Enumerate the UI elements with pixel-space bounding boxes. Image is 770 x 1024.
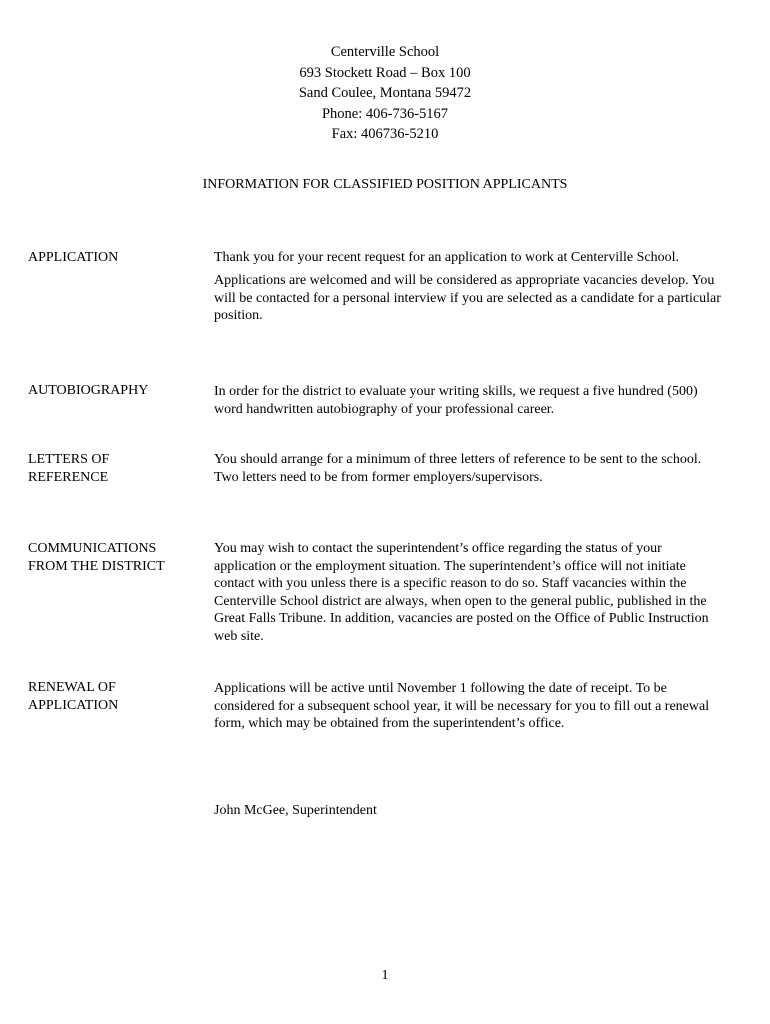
section-label-line: COMMUNICATIONS bbox=[28, 541, 157, 556]
section-paragraph: You should arrange for a minimum of three letters of reference to be sent to the school. Two letters need to be from former employers/supervisors. bbox=[214, 452, 702, 485]
section-body-communications bbox=[214, 540, 724, 645]
section-body-application bbox=[214, 247, 724, 325]
section-label-autobiography bbox=[28, 382, 203, 400]
section-label-line: LETTERS OF bbox=[28, 452, 110, 467]
school-phone: Phone: 406-736-5167 bbox=[321, 105, 449, 122]
letterhead bbox=[0, 42, 770, 145]
section-paragraph: Thank you for your recent request for an application to work at Centerville School. bbox=[214, 250, 679, 265]
school-name: Centerville School bbox=[330, 44, 440, 60]
section-paragraph: Applications are welcomed and will be considered as appropriate vacancies develop. You will be contacted for a personal interview if you are selected as a candidate for a particular position. bbox=[214, 273, 721, 323]
section-paragraph: You may wish to contact the superintendent’s office regarding the status of your application or the employment situation. The superintendent’s office will not initiate contact with you unless there is a specific reason to do so. Staff vacancies within the Centerville School district are always, when open to the general public, published in the Great Falls Tribune. In addition, vacancies are posted on the Office of Public Instruction web site. bbox=[214, 541, 709, 644]
document-title: INFORMATION FOR CLASSIFIED POSITION APPLICANTS bbox=[202, 177, 568, 192]
section-label-line: REFERENCE bbox=[28, 470, 109, 485]
signature-line: John McGee, Superintendent bbox=[214, 803, 377, 818]
school-city-state-zip: Sand Coulee, Montana 59472 bbox=[298, 85, 472, 101]
section-body-letters-of-reference bbox=[214, 451, 724, 486]
section-paragraph: Applications will be active until November 1 following the date of receipt. To be considered for a subsequent school year, it will be necessary for you to fill out a renewal form, which may be obtained from the superintendent’s office. bbox=[214, 681, 710, 731]
section-label-line: AUTOBIOGRAPHY bbox=[28, 383, 149, 398]
school-fax: Fax: 406736-5210 bbox=[331, 126, 439, 142]
section-body-autobiography bbox=[214, 383, 724, 418]
page-number: 1 bbox=[381, 968, 389, 983]
section-label-application bbox=[28, 249, 203, 267]
section-paragraph: In order for the district to evaluate your writing skills, we request a five hundred (500) word handwritten autobiography of your professional career. bbox=[214, 384, 698, 417]
section-label-line: RENEWAL OF bbox=[28, 680, 116, 695]
section-label-line: APPLICATION bbox=[28, 698, 119, 713]
section-label-letters-of-reference bbox=[28, 451, 203, 487]
section-body-renewal bbox=[214, 680, 724, 733]
section-label-line: APPLICATION bbox=[28, 250, 119, 265]
school-address: 693 Stockett Road – Box 100 bbox=[299, 64, 471, 81]
section-label-renewal bbox=[28, 679, 203, 715]
section-label-line: FROM THE DISTRICT bbox=[28, 559, 165, 574]
section-label-communications bbox=[28, 540, 203, 576]
